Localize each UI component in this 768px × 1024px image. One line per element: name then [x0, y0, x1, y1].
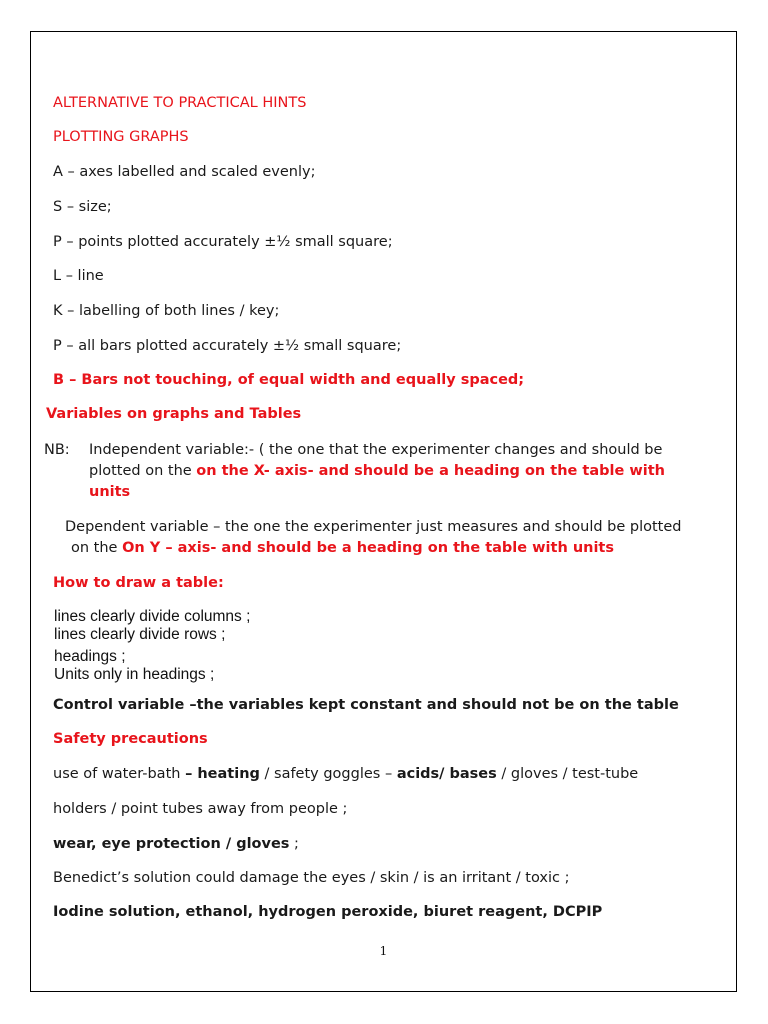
safety-line-2: holders / point tubes away from people ;: [53, 801, 348, 817]
dependent-line-2-plain: on the: [71, 540, 123, 556]
nb-label: NB:: [44, 442, 70, 458]
nb-line-2-red: on the X- axis- and should be a heading on the table with: [196, 463, 665, 479]
plotting-graphs-heading: PLOTTING GRAPHS: [53, 129, 189, 145]
bars-rule: B – Bars not touching, of equal width and equally spaced;: [53, 372, 525, 388]
criterion-axes: A – axes labelled and scaled evenly;: [53, 164, 316, 180]
criterion-bars: P – all bars plotted accurately ±½ small square;: [53, 338, 402, 354]
dependent-line-2: [71, 538, 614, 558]
page-number: 1: [379, 944, 388, 958]
main-heading: ALTERNATIVE TO PRACTICAL HINTS: [53, 95, 307, 111]
safety-line-4: Benedict’s solution could damage the eyes / skin / is an irritant / toxic ;: [53, 870, 570, 886]
safety-line-3-tail: ;: [289, 836, 299, 852]
safety-line-3-bold: wear, eye protection / gloves: [53, 836, 290, 852]
table-rule-columns: lines clearly divide columns ;: [54, 608, 251, 625]
safety-line-1-acids: acids/ bases: [396, 766, 497, 782]
nb-line-3: units: [89, 484, 131, 500]
criterion-key: K – labelling of both lines / key;: [53, 303, 280, 319]
nb-line-2: [89, 461, 665, 481]
criterion-size: S – size;: [53, 199, 112, 215]
safety-heading: Safety precautions: [53, 731, 208, 747]
table-rule-headings: headings ;: [54, 648, 126, 665]
safety-line-5: Iodine solution, ethanol, hydrogen peroxide, biuret reagent, DCPIP: [53, 904, 603, 920]
variables-heading: Variables on graphs and Tables: [46, 406, 302, 422]
safety-line-1-e: / gloves / test-tube: [496, 766, 639, 782]
safety-line-1: [53, 764, 638, 784]
table-rule-units: Units only in headings ;: [54, 666, 215, 683]
criterion-line: L – line: [53, 268, 104, 284]
dependent-line-2-red: On Y – axis- and should be a heading on the table with units: [122, 540, 614, 556]
nb-line-2-plain: plotted on the: [89, 463, 197, 479]
document-page: [30, 31, 737, 992]
criterion-points: P – points plotted accurately ±½ small square;: [53, 234, 393, 250]
safety-line-3: [53, 834, 299, 854]
safety-line-1-a: use of water-bath: [53, 766, 186, 782]
nb-line-1: Independent variable:- ( the one that the experimenter changes and should be: [89, 442, 663, 458]
safety-line-1-c: / safety goggles –: [259, 766, 397, 782]
table-heading: How to draw a table:: [53, 575, 224, 591]
control-variable: Control variable –the variables kept constant and should not be on the table: [53, 697, 679, 713]
dependent-line-1: Dependent variable – the one the experimenter just measures and should be plotted: [65, 519, 682, 535]
safety-line-1-heating: – heating: [185, 766, 260, 782]
table-rule-rows: lines clearly divide rows ;: [54, 626, 226, 643]
